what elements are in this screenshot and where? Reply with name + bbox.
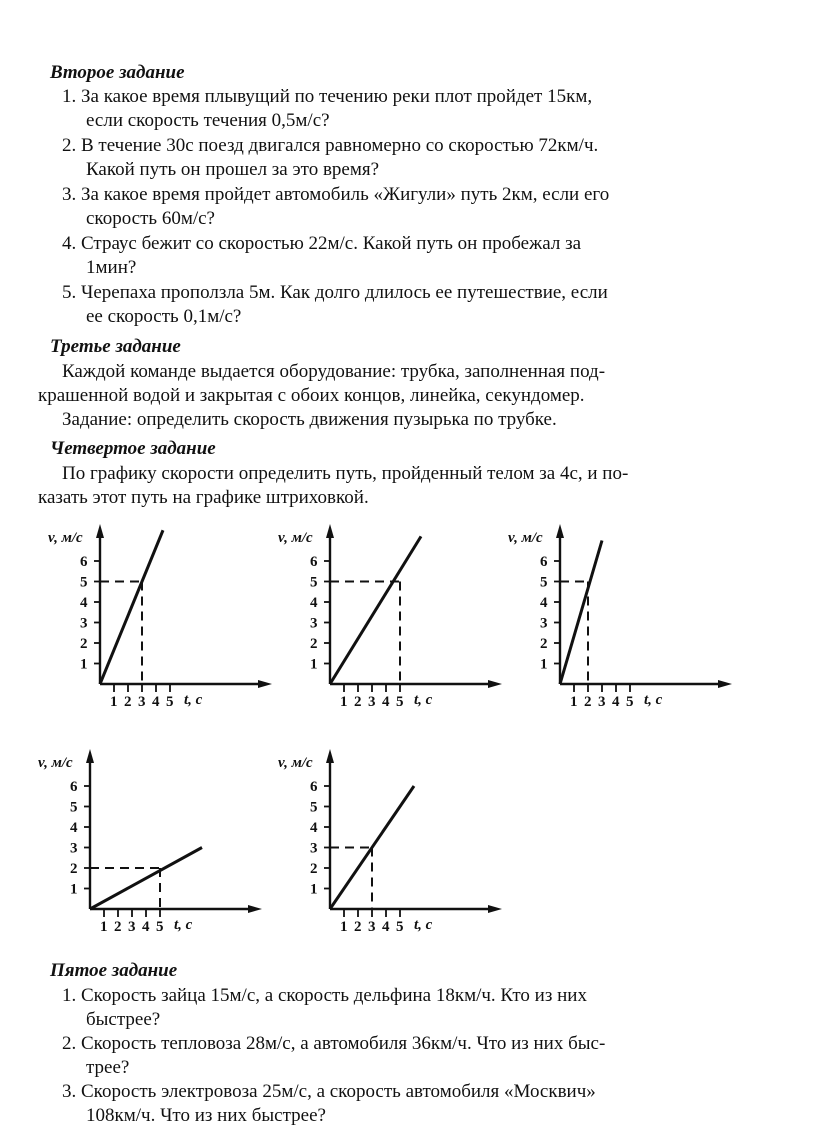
- x-tick-label: 3: [368, 694, 376, 710]
- x-tick-label: 5: [156, 919, 164, 935]
- section2-heading: Второе задание: [50, 62, 185, 83]
- y-tick-label: 4: [310, 595, 318, 611]
- y-tick-label: 4: [310, 820, 318, 836]
- y-tick-label: 6: [80, 554, 88, 570]
- x-tick-label: 2: [354, 694, 362, 710]
- x-axis-arrow: [248, 905, 262, 913]
- x-tick-label: 4: [382, 919, 390, 935]
- y-axis-arrow: [326, 749, 334, 763]
- x-axis-label: t, с: [414, 692, 433, 708]
- x-axis-label: t, с: [414, 917, 433, 933]
- section4-heading: Четвертое задание: [50, 438, 216, 459]
- x-tick-label: 4: [142, 919, 150, 935]
- s2-item4-line2: 1мин?: [86, 257, 137, 278]
- y-tick-label: 5: [310, 799, 318, 816]
- s2-item1-line1: 1. За какое время плывущий по течению реки плот пройдет 15км,: [62, 86, 593, 107]
- s4-line2: казать этот путь на графике штриховкой.: [38, 487, 369, 508]
- x-tick-label: 1: [100, 919, 108, 935]
- y-tick-label: 3: [310, 840, 318, 857]
- y-tick-label: 4: [80, 595, 88, 611]
- x-tick-label: 2: [124, 694, 132, 710]
- y-axis-label: v, м/с: [278, 755, 313, 771]
- y-tick-label: 6: [310, 554, 318, 570]
- y-tick-label: 2: [80, 636, 88, 652]
- y-tick-label: 1: [310, 881, 318, 898]
- s4-line1: По графику скорости определить путь, пройденный телом за 4с, и по-: [62, 463, 629, 484]
- x-tick-label: 5: [626, 694, 634, 710]
- y-tick-label: 4: [70, 820, 78, 836]
- y-axis-arrow: [86, 749, 94, 763]
- y-tick-label: 1: [540, 656, 548, 673]
- y-tick-label: 3: [310, 615, 318, 632]
- y-tick-label: 2: [310, 636, 318, 652]
- x-tick-label: 4: [612, 694, 620, 710]
- s5-item2-line2: трее?: [86, 1057, 130, 1078]
- x-tick-label: 2: [354, 919, 362, 935]
- x-axis-arrow: [718, 680, 732, 688]
- y-tick-label: 6: [540, 554, 548, 570]
- x-tick-label: 1: [340, 694, 348, 710]
- y-tick-label: 1: [80, 656, 88, 673]
- y-axis-label: v, м/с: [508, 530, 543, 546]
- y-axis-label: v, м/с: [48, 530, 83, 546]
- section3-heading: Третье задание: [50, 336, 181, 357]
- x-tick-label: 1: [110, 694, 118, 710]
- s2-item4-line1: 4. Страус бежит со скоростью 22м/с. Какой путь он пробежал за: [62, 233, 582, 254]
- y-tick-label: 6: [310, 779, 318, 795]
- y-axis-arrow: [556, 524, 564, 538]
- y-tick-label: 1: [70, 881, 78, 898]
- s2-item5-line2: ее скорость 0,1м/с?: [86, 306, 242, 327]
- x-axis-arrow: [488, 905, 502, 913]
- y-tick-label: 2: [540, 636, 548, 652]
- velocity-graph-3: [500, 520, 710, 720]
- x-tick-label: 1: [340, 919, 348, 935]
- y-tick-label: 5: [80, 574, 88, 591]
- y-axis-label: v, м/с: [38, 755, 73, 771]
- y-tick-label: 3: [540, 615, 548, 632]
- x-tick-label: 2: [584, 694, 592, 710]
- y-tick-label: 2: [310, 861, 318, 877]
- x-tick-label: 5: [396, 694, 404, 710]
- velocity-line: [330, 536, 421, 684]
- y-axis-arrow: [96, 524, 104, 538]
- y-tick-label: 2: [70, 861, 78, 877]
- x-tick-label: 3: [598, 694, 606, 710]
- s2-item2-line1: 2. В течение 30с поезд двигался равномерно со скоростью 72км/ч.: [62, 135, 599, 156]
- x-tick-label: 4: [152, 694, 160, 710]
- s5-item2-line1: 2. Скорость тепловоза 28м/с, а автомобиля 36км/ч. Что из них быс-: [62, 1033, 606, 1054]
- y-tick-label: 6: [70, 779, 78, 795]
- s2-item2-line2: Какой путь он прошел за это время?: [86, 159, 380, 180]
- s3-line1: Каждой команде выдается оборудование: трубка, заполненная под-: [62, 361, 606, 382]
- velocity-graph-4: [30, 745, 250, 945]
- y-tick-label: 5: [540, 574, 548, 591]
- s5-item3-line2: 108км/ч. Что из них быстрее?: [86, 1105, 326, 1126]
- y-axis-arrow: [326, 524, 334, 538]
- velocity-line: [100, 530, 163, 684]
- s2-item1-line2: если скорость течения 0,5м/с?: [86, 110, 330, 131]
- section5-heading: Пятое задание: [50, 960, 178, 981]
- y-tick-label: 5: [310, 574, 318, 591]
- x-axis-label: t, с: [184, 692, 203, 708]
- x-tick-label: 5: [166, 694, 174, 710]
- s2-item5-line1: 5. Черепаха проползла 5м. Как долго длилось ее путешествие, если: [62, 282, 608, 303]
- y-tick-label: 5: [70, 799, 78, 816]
- s5-item1-line2: быстрее?: [86, 1009, 161, 1030]
- x-tick-label: 5: [396, 919, 404, 935]
- y-axis-label: v, м/с: [278, 530, 313, 546]
- x-tick-label: 3: [138, 694, 146, 710]
- s5-item3-line1: 3. Скорость электровоза 25м/с, а скорость автомобиля «Москвич»: [62, 1081, 596, 1102]
- x-tick-label: 4: [382, 694, 390, 710]
- x-tick-label: 3: [128, 919, 136, 935]
- s2-item3-line2: скорость 60м/с?: [86, 208, 215, 229]
- velocity-graph-2: [270, 520, 480, 720]
- x-axis-label: t, с: [644, 692, 663, 708]
- x-axis-label: t, с: [174, 917, 193, 933]
- velocity-graph-1: [40, 520, 250, 720]
- y-tick-label: 3: [80, 615, 88, 632]
- y-tick-label: 4: [540, 595, 548, 611]
- x-tick-label: 2: [114, 919, 122, 935]
- s3-line3: Задание: определить скорость движения пузырька по трубке.: [62, 409, 557, 430]
- x-tick-label: 1: [570, 694, 578, 710]
- y-tick-label: 3: [70, 840, 78, 857]
- s2-item3-line1: 3. За какое время пройдет автомобиль «Жигули» путь 2км, если его: [62, 184, 610, 205]
- velocity-line: [560, 541, 602, 685]
- x-tick-label: 3: [368, 919, 376, 935]
- s3-line2: крашенной водой и закрытая с обоих концов, линейка, секундомер.: [38, 385, 585, 406]
- velocity-line: [90, 848, 202, 910]
- y-tick-label: 1: [310, 656, 318, 673]
- s5-item1-line1: 1. Скорость зайца 15м/с, а скорость дельфина 18км/ч. Кто из них: [62, 985, 587, 1006]
- velocity-graph-5: [270, 745, 480, 945]
